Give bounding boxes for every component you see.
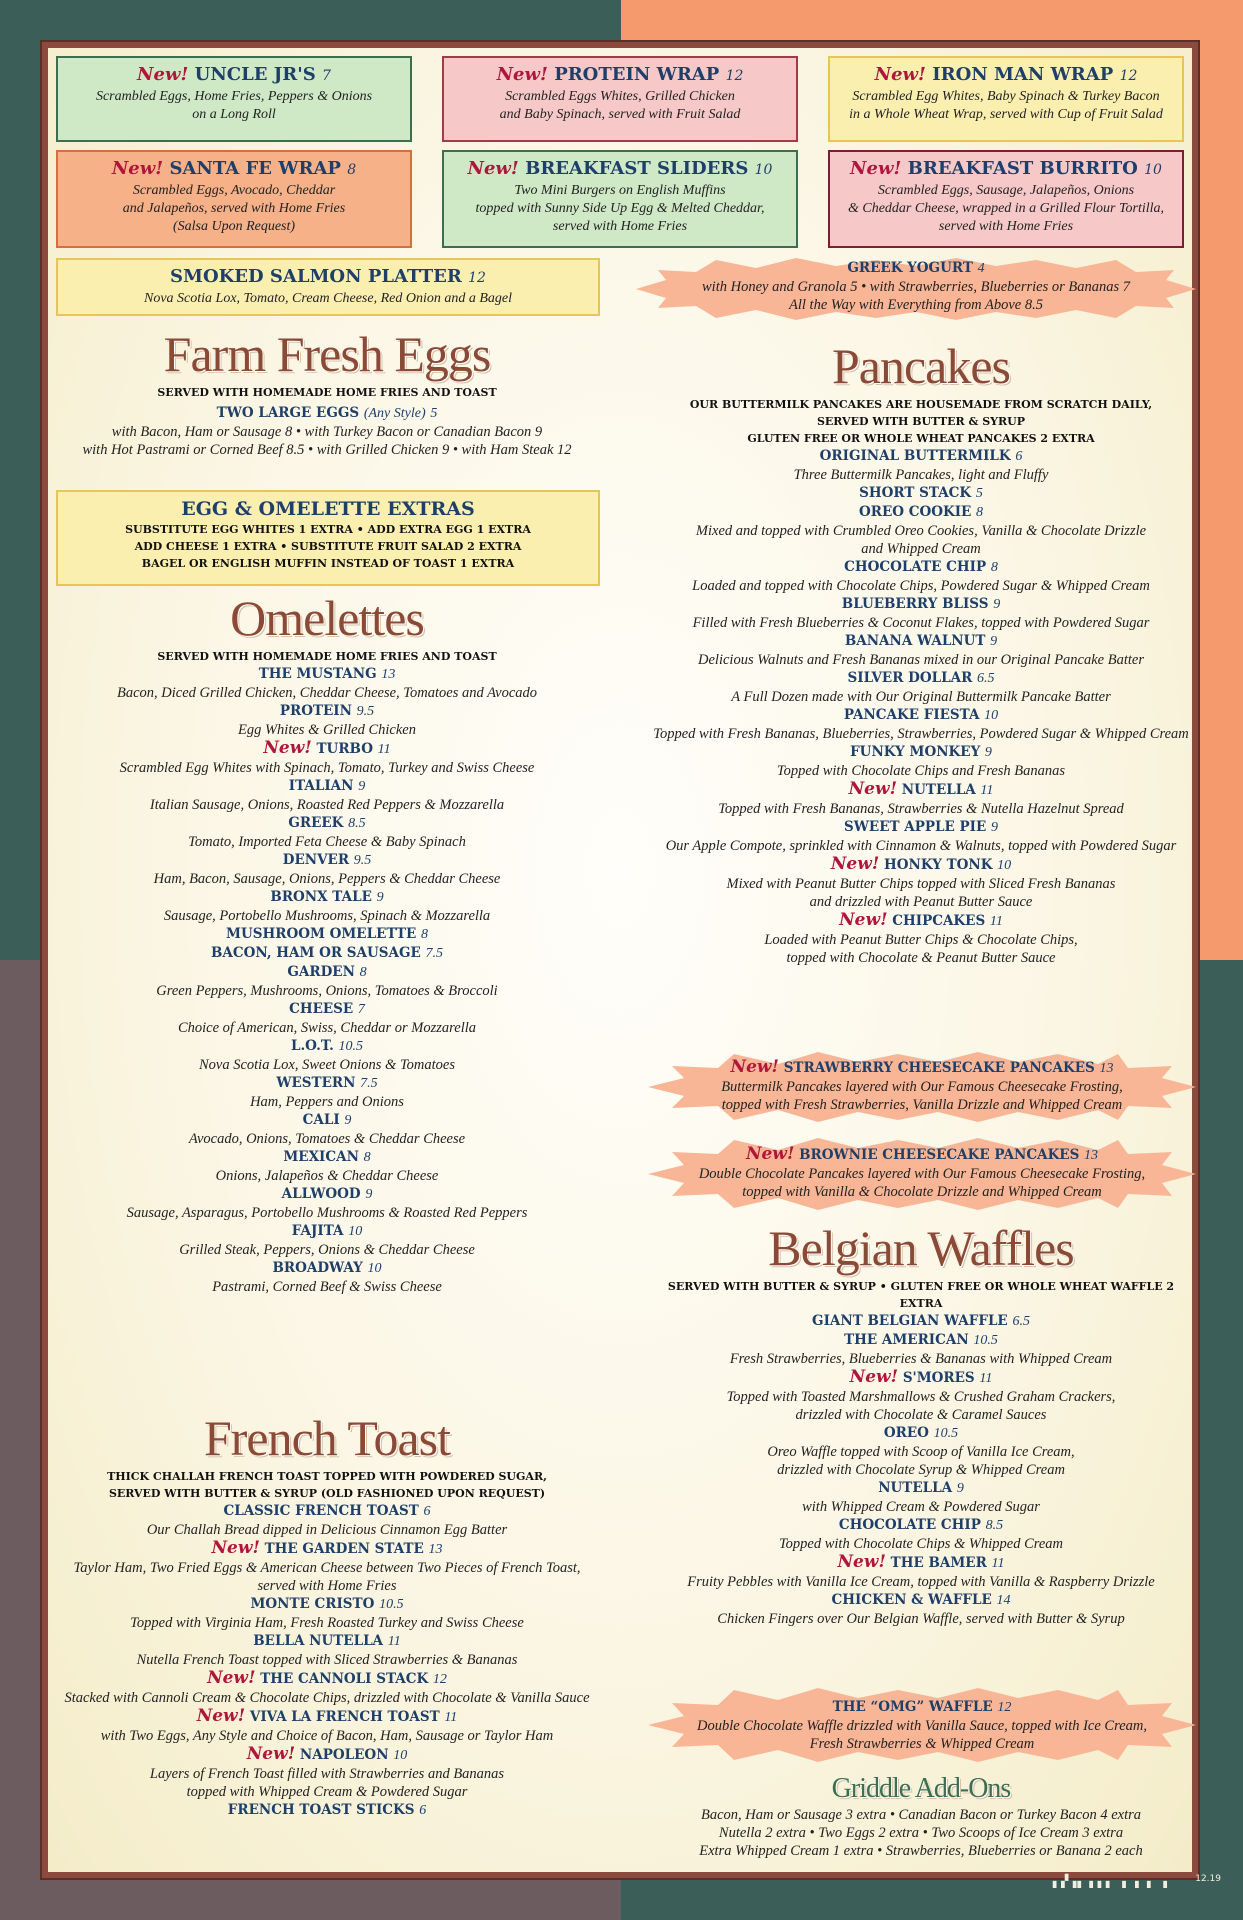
special-desc: served with Home Fries bbox=[552, 219, 688, 234]
menu-item-desc: Delicious Walnuts and Fresh Bananas mixed in our Original Pancake Batter bbox=[698, 652, 1144, 668]
menu-item bbox=[52, 1707, 602, 1745]
new-badge: New! bbox=[263, 738, 312, 758]
menu-item-name: SWEET APPLE PIE 9 bbox=[844, 819, 998, 835]
menu-item-name: TWO LARGE EGGS (Any Style) 5 bbox=[216, 405, 438, 421]
menu-item-desc: with Whipped Cream & Powdered Sugar bbox=[802, 1499, 1040, 1515]
menu-item-price: 9 bbox=[956, 1481, 964, 1496]
extras-line: ADD CHEESE 1 EXTRA • SUBSTITUTE FRUIT SALAD 2 EXTRA bbox=[134, 540, 522, 553]
menu-item-name: BRONX TALE 9 bbox=[270, 889, 384, 905]
menu-item-desc: Mixed with Peanut Butter Chips topped with Sliced Fresh Bananas bbox=[726, 876, 1116, 892]
menu-item-name: MONTE CRISTO 10.5 bbox=[250, 1596, 404, 1612]
menu-item-name: MUSHROOM OMELETTE 8 bbox=[226, 926, 428, 942]
special-title: New! UNCLE JR'S 7 bbox=[137, 64, 331, 85]
special-desc: Scrambled Eggs, Avocado, Cheddar bbox=[132, 183, 336, 198]
menu-item-desc: Layers of French Toast filled with Strawberries and Bananas bbox=[149, 1766, 505, 1782]
special-desc: topped with Sunny Side Up Egg & Melted Cheddar, bbox=[475, 201, 765, 216]
menu-item bbox=[52, 1801, 602, 1820]
special-desc: (Salsa Upon Request) bbox=[172, 219, 296, 234]
pancake-list bbox=[646, 447, 1196, 967]
menu-item-desc: Ham, Bacon, Sausage, Onions, Peppers & Cheddar Cheese bbox=[153, 871, 501, 887]
menu-item bbox=[52, 777, 602, 814]
menu-item bbox=[646, 706, 1196, 743]
menu-item-desc: Italian Sausage, Onions, Roasted Red Peppers & Mozzarella bbox=[149, 797, 505, 813]
menu-item-desc: Avocado, Onions, Tomatoes & Cheddar Cheese bbox=[188, 1131, 466, 1147]
menu-item-name: BANANA WALNUT 9 bbox=[844, 633, 998, 649]
menu-item-name: PANCAKE FIESTA 10 bbox=[843, 707, 999, 723]
special-desc: Scrambled Eggs, Home Fries, Peppers & Onions bbox=[95, 89, 373, 104]
burst-title: New! BROWNIE CHEESECAKE PANCAKES 13 bbox=[745, 1144, 1099, 1164]
special-uncle-jrs bbox=[56, 56, 412, 142]
belgian-waffles-section bbox=[646, 1220, 1196, 1628]
extras-line: BAGEL OR ENGLISH MUFFIN INSTEAD OF TOAST 1 EXTRA bbox=[141, 557, 515, 570]
menu-item-desc: Egg Whites & Grilled Chicken bbox=[238, 722, 416, 738]
menu-item-name: NUTELLA 9 bbox=[878, 1480, 964, 1496]
menu-item-name: New! NAPOLEON 10 bbox=[246, 1744, 408, 1764]
menu-item-price: 10 bbox=[997, 858, 1012, 873]
menu-item-price: 5 bbox=[975, 486, 983, 501]
menu-item bbox=[52, 925, 602, 944]
menu-item-desc: Nutella French Toast topped with Sliced Strawberries & Bananas bbox=[136, 1652, 518, 1668]
menu-item-price: 9 bbox=[990, 820, 998, 835]
menu-item-price: 8 bbox=[363, 1150, 371, 1165]
menu-item-desc: with Two Eggs, Any Style and Choice of Bacon, Ham, Sausage or Taylor Ham bbox=[100, 1728, 554, 1744]
menu-item-price: 11 bbox=[991, 1556, 1005, 1571]
menu-item bbox=[52, 888, 602, 925]
special-protein-wrap bbox=[442, 56, 798, 142]
menu-item bbox=[52, 944, 602, 963]
pancakes-section bbox=[646, 338, 1196, 967]
menu-item-name: New! TURBO 11 bbox=[263, 738, 391, 758]
burst-desc: Double Chocolate Pancakes layered with Our Famous Cheesecake Frosting, bbox=[698, 1166, 1146, 1182]
menu-item-desc: Green Peppers, Mushrooms, Onions, Tomatoes & Broccoli bbox=[156, 983, 498, 999]
menu-item-price: 10.5 bbox=[933, 1426, 959, 1441]
menu-item bbox=[52, 1074, 602, 1111]
new-badge: New! bbox=[837, 1552, 886, 1572]
menu-item-name: FRENCH TOAST STICKS 6 bbox=[227, 1802, 427, 1818]
menu-item bbox=[646, 1331, 1196, 1368]
menu-item-price: 14 bbox=[996, 1593, 1011, 1608]
menu-item-desc: Tomato, Imported Feta Cheese & Baby Spinach bbox=[188, 834, 466, 850]
menu-item-name: GARDEN 8 bbox=[287, 964, 367, 980]
menu-item bbox=[646, 484, 1196, 503]
menu-item-price: 11 bbox=[387, 1634, 401, 1649]
menu-item-desc: Chicken Fingers over Our Belgian Waffle, served with Butter & Syrup bbox=[717, 1611, 1125, 1627]
menu-item bbox=[646, 911, 1196, 967]
menu-item-desc: Loaded with Peanut Butter Chips & Chocolate Chips, bbox=[764, 932, 1078, 948]
menu-item bbox=[52, 1595, 602, 1632]
yogurt-title: GREEK YOGURT 4 bbox=[847, 260, 985, 276]
menu-item-price: 7 bbox=[357, 1002, 365, 1017]
menu-item-desc: topped with Whipped Cream & Powdered Sugar bbox=[186, 1784, 468, 1800]
new-badge: New! bbox=[830, 854, 880, 874]
menu-item-price: 11 bbox=[979, 1371, 993, 1386]
menu-item-desc: Choice of American, Swiss, Cheddar or Mozzarella bbox=[177, 1020, 477, 1036]
menu-item bbox=[52, 665, 602, 702]
menu-item-name: New! VIVA LA FRENCH TOAST 11 bbox=[196, 1706, 458, 1726]
menu-item-name: BELLA NUTELLA 11 bbox=[253, 1633, 401, 1649]
special-title: New! IRON MAN WRAP 12 bbox=[874, 64, 1138, 85]
menu-item bbox=[52, 1539, 602, 1595]
burst-desc: topped with Vanilla & Chocolate Drizzle and Whipped Cream bbox=[742, 1184, 1102, 1200]
menu-item-desc: Topped with Chocolate Chips & Whipped Cream bbox=[778, 1536, 1064, 1552]
menu-item-name: New! NUTELLA 11 bbox=[848, 779, 994, 799]
special-title: New! BREAKFAST SLIDERS 10 bbox=[467, 158, 773, 179]
strawberry-cheesecake-burst bbox=[648, 1052, 1196, 1122]
menu-item-price: 9 bbox=[365, 1187, 373, 1202]
menu-item-price: 10 bbox=[393, 1748, 408, 1763]
menu-item-name: GIANT BELGIAN WAFFLE 6.5 bbox=[812, 1313, 1030, 1329]
menu-item bbox=[646, 1516, 1196, 1553]
waffle-list bbox=[646, 1312, 1196, 1628]
menu-item bbox=[52, 1669, 602, 1707]
menu-item-price: 6.5 bbox=[1012, 1314, 1030, 1329]
burst-desc: Fresh Strawberries & Whipped Cream bbox=[809, 1736, 1035, 1752]
menu-item bbox=[52, 814, 602, 851]
special-desc: and Baby Spinach, served with Fruit Salad bbox=[499, 107, 741, 122]
menu-item bbox=[52, 1000, 602, 1037]
menu-item-name: CHOCOLATE CHIP 8 bbox=[844, 559, 998, 575]
menu-item bbox=[646, 503, 1196, 558]
special-desc: Scrambled Eggs, Sausage, Jalapeños, Onions bbox=[877, 183, 1135, 198]
special-title: New! BREAKFAST BURRITO 10 bbox=[850, 158, 1162, 179]
menu-panel bbox=[42, 42, 1198, 1878]
special-desc: Scrambled Egg Whites, Baby Spinach & Turkey Bacon bbox=[852, 89, 1160, 104]
menu-item-name: THE MUSTANG 13 bbox=[258, 666, 396, 682]
menu-item-desc: drizzled with Chocolate Syrup & Whipped Cream bbox=[777, 1462, 1065, 1478]
burst-desc: Buttermilk Pancakes layered with Our Famous Cheesecake Frosting, bbox=[721, 1079, 1123, 1095]
menu-item bbox=[646, 780, 1196, 818]
french-toast-section bbox=[52, 1410, 602, 1820]
menu-item-desc: with Bacon, Ham or Sausage 8 • with Turkey Bacon or Canadian Bacon 9 bbox=[111, 424, 543, 440]
menu-item bbox=[646, 595, 1196, 632]
menu-item bbox=[52, 1745, 602, 1801]
menu-item-desc: drizzled with Chocolate & Caramel Sauces bbox=[795, 1407, 1047, 1423]
omelette-list bbox=[52, 665, 602, 1296]
menu-item-price: 9 bbox=[344, 1113, 352, 1128]
menu-item-desc: Topped with Chocolate Chips and Fresh Bananas bbox=[776, 763, 1066, 779]
menu-item-price: 9 bbox=[993, 597, 1001, 612]
menu-item bbox=[52, 1222, 602, 1259]
salmon-desc: Nova Scotia Lox, Tomato, Cream Cheese, Red Onion and a Bagel bbox=[144, 291, 512, 306]
menu-item-price: 9.5 bbox=[356, 704, 375, 719]
addons-line: Extra Whipped Cream 1 extra • Strawberries, Blueberries or Banana 2 each bbox=[699, 1843, 1143, 1859]
section-subheading: SERVED WITH BUTTER & SYRUP • GLUTEN FREE OR WHOLE WHEAT WAFFLE 2 EXTRA bbox=[667, 1280, 1175, 1310]
section-heading: Pancakes bbox=[831, 338, 1011, 394]
griddle-addons-section bbox=[646, 1772, 1196, 1860]
menu-item-desc: Stacked with Cannoli Cream & Chocolate Chips, drizzled with Chocolate & Vanilla Sauce bbox=[64, 1690, 590, 1706]
new-badge: New! bbox=[211, 1538, 260, 1558]
special-desc: Two Mini Burgers on English Muffins bbox=[514, 183, 726, 198]
menu-item-desc: Topped with Fresh Bananas, Strawberries & Nutella Hazelnut Spread bbox=[718, 801, 1124, 817]
menu-item-name: ALLWOOD 9 bbox=[281, 1186, 373, 1202]
menu-item bbox=[646, 632, 1196, 669]
menu-item bbox=[52, 702, 602, 739]
section-subheading: THICK CHALLAH FRENCH TOAST TOPPED WITH POWDERED SUGAR, bbox=[107, 1470, 547, 1483]
menu-item bbox=[646, 447, 1196, 484]
menu-item-price: 11 bbox=[377, 742, 391, 757]
special-breakfast-burrito bbox=[828, 150, 1184, 248]
menu-item bbox=[646, 1368, 1196, 1424]
special-desc: Scrambled Eggs Whites, Grilled Chicken bbox=[505, 89, 735, 104]
menu-item-price: 13 bbox=[381, 667, 396, 682]
omelettes-section bbox=[52, 590, 602, 1296]
menu-item-name: WESTERN 7.5 bbox=[276, 1075, 378, 1091]
yogurt-line: with Honey and Granola 5 • with Strawberries, Blueberries or Bananas 7 bbox=[702, 279, 1130, 295]
menu-item-name: L.O.T. 10.5 bbox=[290, 1038, 364, 1054]
menu-item-desc: Our Challah Bread dipped in Delicious Cinnamon Egg Batter bbox=[146, 1522, 508, 1538]
menu-item-name: THE AMERICAN 10.5 bbox=[844, 1332, 998, 1348]
menu-item-desc: Loaded and topped with Chocolate Chips, Powdered Sugar & Whipped Cream bbox=[692, 578, 1150, 594]
french-toast-list bbox=[52, 1502, 602, 1820]
special-desc: and Jalapeños, served with Home Fries bbox=[122, 201, 346, 216]
menu-item-name: SILVER DOLLAR 6.5 bbox=[847, 670, 995, 686]
addons-line: Bacon, Ham or Sausage 3 extra • Canadian Bacon or Turkey Bacon 4 extra bbox=[700, 1807, 1141, 1823]
menu-item-price: 10 bbox=[984, 708, 999, 723]
menu-item-price: 11 bbox=[989, 914, 1003, 929]
yogurt-line: All the Way with Everything from Above 8.5 bbox=[789, 297, 1043, 313]
menu-item-desc: Ham, Peppers and Onions bbox=[250, 1094, 404, 1110]
salmon-title: SMOKED SALMON PLATTER 12 bbox=[170, 266, 486, 287]
menu-item-name: New! THE CANNOLI STACK 12 bbox=[207, 1668, 447, 1688]
menu-item-name: New! S'MORES 11 bbox=[849, 1367, 993, 1387]
footer-code: 12.19 bbox=[1195, 1874, 1221, 1884]
menu-item bbox=[52, 1111, 602, 1148]
menu-item-desc: Taylor Ham, Two Fried Eggs & American Cheese between Two Pieces of French Toast, bbox=[73, 1560, 581, 1576]
menu-item-desc: Scrambled Egg Whites with Spinach, Tomato, Turkey and Swiss Cheese bbox=[119, 760, 535, 776]
menu-item-name: DENVER 9.5 bbox=[282, 852, 372, 868]
menu-item bbox=[52, 851, 602, 888]
menu-item-desc: Mixed and topped with Crumbled Oreo Cookies, Vanilla & Chocolate Drizzle bbox=[695, 523, 1147, 539]
section-heading: Belgian Waffles bbox=[768, 1220, 1074, 1276]
menu-item-desc: Topped with Fresh Bananas, Blueberries, Strawberries, Powdered Sugar & Whipped Cream bbox=[653, 726, 1189, 742]
menu-item-desc: topped with Chocolate & Peanut Butter Sauce bbox=[786, 950, 1056, 966]
menu-item bbox=[52, 1632, 602, 1669]
menu-item-desc: Fresh Strawberries, Blueberries & Bananas with Whipped Cream bbox=[729, 1351, 1113, 1367]
menu-item-name: GREEK 8.5 bbox=[288, 815, 366, 831]
addons-line: Nutella 2 extra • Two Eggs 2 extra • Two Scoops of Ice Cream 3 extra bbox=[718, 1825, 1124, 1841]
menu-item-name: FAJITA 10 bbox=[291, 1223, 363, 1239]
burst-desc: Double Chocolate Waffle drizzled with Vanilla Sauce, topped with Ice Cream, bbox=[697, 1718, 1147, 1734]
menu-item-name: MEXICAN 8 bbox=[283, 1149, 371, 1165]
section-subheading: OUR BUTTERMILK PANCAKES ARE HOUSEMADE FROM SCRATCH DAILY, bbox=[689, 398, 1153, 411]
special-title: New! PROTEIN WRAP 12 bbox=[496, 64, 744, 85]
new-badge: New! bbox=[207, 1668, 256, 1688]
special-iron-man-wrap bbox=[828, 56, 1184, 142]
menu-item-desc: Nova Scotia Lox, Sweet Onions & Tomatoes bbox=[198, 1057, 456, 1073]
menu-item-name: CHICKEN & WAFFLE 14 bbox=[831, 1592, 1011, 1608]
menu-item-name: FUNKY MONKEY 9 bbox=[850, 744, 992, 760]
menu-item-price: 11 bbox=[444, 1710, 458, 1725]
menu-item-desc: Onions, Jalapeños & Cheddar Cheese bbox=[215, 1168, 439, 1184]
menu-item-price: 8 bbox=[420, 927, 428, 942]
menu-item-desc: Three Buttermilk Pancakes, light and Fluffy bbox=[793, 467, 1049, 483]
farm-fresh-eggs-section bbox=[52, 326, 602, 459]
menu-item-price: 9 bbox=[984, 745, 992, 760]
burst-desc: topped with Fresh Strawberries, Vanilla Drizzle and Whipped Cream bbox=[721, 1097, 1123, 1113]
menu-item-price: 6 bbox=[1015, 449, 1023, 464]
menu-item-desc: and Whipped Cream bbox=[861, 541, 981, 557]
menu-item-price: 8.5 bbox=[985, 1518, 1004, 1533]
smoked-salmon-platter bbox=[56, 258, 600, 316]
menu-item-price: 8 bbox=[976, 505, 984, 520]
menu-item bbox=[52, 1148, 602, 1185]
menu-item-name: New! CHIPCAKES 11 bbox=[839, 910, 1003, 930]
menu-item-price: 10.5 bbox=[379, 1597, 404, 1612]
menu-item-name: BROADWAY 10 bbox=[272, 1260, 382, 1276]
new-badge: New! bbox=[848, 779, 898, 799]
special-title: New! SANTA FE WRAP 8 bbox=[111, 158, 357, 179]
menu-item-desc: Sausage, Asparagus, Portobello Mushrooms & Roasted Red Peppers bbox=[126, 1205, 528, 1221]
special-breakfast-sliders bbox=[442, 150, 798, 248]
menu-item-desc: Sausage, Portobello Mushrooms, Spinach & Mozzarella bbox=[163, 908, 491, 924]
menu-item bbox=[646, 669, 1196, 706]
menu-item-name: CHEESE 7 bbox=[289, 1001, 365, 1017]
menu-item-price: 6.5 bbox=[977, 671, 995, 686]
section-subheading: SERVED WITH HOMEMADE HOME FRIES AND TOAST bbox=[157, 650, 497, 663]
menu-item-desc: Topped with Virginia Ham, Fresh Roasted Turkey and Swiss Cheese bbox=[130, 1615, 524, 1631]
menu-item-desc: served with Home Fries bbox=[257, 1578, 397, 1594]
menu-item-name: CLASSIC FRENCH TOAST 6 bbox=[223, 1503, 431, 1519]
menu-item-price: 11 bbox=[980, 783, 994, 798]
section-heading: Farm Fresh Eggs bbox=[163, 326, 491, 382]
greek-yogurt-burst bbox=[636, 258, 1196, 320]
menu-item-price: 10.5 bbox=[338, 1039, 364, 1054]
burst-title: New! STRAWBERRY CHEESECAKE PANCAKES 13 bbox=[730, 1057, 1114, 1077]
extras-title: EGG & OMELETTE EXTRAS bbox=[181, 498, 475, 520]
menu-item-price: 10 bbox=[367, 1261, 382, 1276]
menu-item-price: 9 bbox=[376, 890, 384, 905]
menu-item-desc: Pastrami, Corned Beef & Swiss Cheese bbox=[212, 1279, 442, 1295]
menu-item-price: 10 bbox=[348, 1224, 363, 1239]
section-subheading: SERVED WITH BUTTER & SYRUP (OLD FASHIONED UPON REQUEST) bbox=[108, 1487, 546, 1500]
menu-item-desc: Our Apple Compote, sprinkled with Cinnamon & Walnuts, topped with Powdered Sugar bbox=[665, 838, 1177, 854]
special-desc: & Cheddar Cheese, wrapped in a Grilled Flour Tortilla, bbox=[847, 201, 1165, 216]
menu-item bbox=[646, 1424, 1196, 1479]
menu-item-name: BACON, HAM OR SAUSAGE 7.5 bbox=[210, 945, 444, 961]
menu-item bbox=[646, 855, 1196, 911]
section-subheading: GLUTEN FREE OR WHOLE WHEAT PANCAKES 2 EXTRA bbox=[747, 432, 1095, 445]
menu-item-price: 7.5 bbox=[360, 1076, 378, 1091]
menu-item-name: BLUEBERRY BLISS 9 bbox=[841, 596, 1001, 612]
menu-item-price: 13 bbox=[428, 1542, 443, 1557]
omg-waffle-burst bbox=[648, 1688, 1196, 1762]
new-badge: New! bbox=[246, 1744, 296, 1764]
menu-item-name: CALI 9 bbox=[302, 1112, 352, 1128]
menu-item-desc: A Full Dozen made with Our Original Buttermilk Pancake Batter bbox=[731, 689, 1111, 705]
menu-item-price: 12 bbox=[432, 1672, 447, 1687]
section-heading: French Toast bbox=[203, 1410, 451, 1466]
menu-item bbox=[52, 739, 602, 777]
special-desc: served with Home Fries bbox=[938, 219, 1074, 234]
new-badge: New! bbox=[196, 1706, 246, 1726]
menu-item bbox=[52, 1502, 602, 1539]
menu-item-desc: Grilled Steak, Peppers, Onions & Cheddar Cheese bbox=[179, 1242, 475, 1258]
menu-item-price: 9 bbox=[990, 634, 998, 649]
menu-item-price: 9 bbox=[358, 779, 366, 794]
menu-item bbox=[52, 1037, 602, 1074]
menu-item bbox=[646, 743, 1196, 780]
section-subheading: SERVED WITH BUTTER & SYRUP bbox=[816, 415, 1026, 428]
menu-item bbox=[646, 1479, 1196, 1516]
menu-item-desc: Bacon, Diced Grilled Chicken, Cheddar Cheese, Tomatoes and Avocado bbox=[116, 685, 538, 701]
special-santa-fe-wrap bbox=[56, 150, 412, 248]
menu-item bbox=[52, 963, 602, 1000]
extras-line: SUBSTITUTE EGG WHITES 1 EXTRA • ADD EXTRA EGG 1 EXTRA bbox=[125, 523, 531, 536]
menu-item-desc: Topped with Toasted Marshmallows & Crushed Graham Crackers, bbox=[726, 1389, 1116, 1405]
menu-item bbox=[646, 1591, 1196, 1628]
brownie-cheesecake-burst bbox=[648, 1138, 1196, 1210]
menu-item-desc: with Hot Pastrami or Corned Beef 8.5 • with Grilled Chicken 9 • with Ham Steak 12 bbox=[82, 442, 572, 458]
egg-omelette-extras bbox=[56, 490, 600, 586]
menu-item-name: CHOCOLATE CHIP 8.5 bbox=[838, 1517, 1004, 1533]
special-desc: on a Long Roll bbox=[192, 107, 276, 122]
menu-item-desc: Oreo Waffle topped with Scoop of Vanilla Ice Cream, bbox=[767, 1444, 1075, 1460]
menu-item bbox=[52, 1185, 602, 1222]
menu-item bbox=[646, 558, 1196, 595]
special-desc: in a Whole Wheat Wrap, served with Cup of Fruit Salad bbox=[849, 107, 1163, 122]
menu-item-price: 10.5 bbox=[973, 1333, 998, 1348]
footer-barcode: ▖▞▗▖▗▗▗ ▗ ▖▗ ▗ bbox=[1052, 1874, 1168, 1888]
menu-item-name: OREO 10.5 bbox=[883, 1425, 959, 1441]
menu-item bbox=[646, 818, 1196, 855]
menu-item-price: 7.5 bbox=[425, 946, 444, 961]
new-badge: New! bbox=[839, 910, 888, 930]
menu-item bbox=[52, 1259, 602, 1296]
menu-item-desc: and drizzled with Peanut Butter Sauce bbox=[809, 894, 1033, 910]
menu-item-price: 6 bbox=[423, 1504, 431, 1519]
menu-item-name: New! THE BAMER 11 bbox=[837, 1552, 1005, 1572]
menu-item-name: ORIGINAL BUTTERMILK 6 bbox=[819, 448, 1023, 464]
menu-item-name: PROTEIN 9.5 bbox=[279, 703, 375, 719]
burst-title: THE “OMG” WAFFLE 12 bbox=[832, 1699, 1012, 1715]
menu-item-name: OREO COOKIE 8 bbox=[858, 504, 984, 520]
menu-item-desc: Fruity Pebbles with Vanilla Ice Cream, topped with Vanilla & Raspberry Drizzle bbox=[687, 1574, 1155, 1590]
menu-item-name: ITALIAN 9 bbox=[288, 778, 366, 794]
menu-item-name: New! THE GARDEN STATE 13 bbox=[211, 1538, 443, 1558]
menu-item-price: 8 bbox=[359, 965, 367, 980]
menu-item-name: New! HONKY TONK 10 bbox=[830, 854, 1012, 874]
menu-item bbox=[646, 1553, 1196, 1591]
menu-item-desc: Filled with Fresh Blueberries & Coconut Flakes, topped with Powdered Sugar bbox=[692, 615, 1150, 631]
menu-item-price: 9.5 bbox=[353, 853, 372, 868]
menu-item-name: SHORT STACK 5 bbox=[859, 485, 983, 501]
menu-item-price: 8 bbox=[990, 560, 998, 575]
menu-item bbox=[646, 1312, 1196, 1331]
new-badge: New! bbox=[849, 1367, 899, 1387]
section-subheading: SERVED WITH HOMEMADE HOME FRIES AND TOAST bbox=[157, 386, 497, 399]
menu-item-price: 6 bbox=[419, 1803, 427, 1818]
section-heading: Omelettes bbox=[230, 590, 424, 646]
section-heading: Griddle Add-Ons bbox=[831, 1773, 1011, 1804]
menu-item-price: 8.5 bbox=[348, 816, 366, 831]
